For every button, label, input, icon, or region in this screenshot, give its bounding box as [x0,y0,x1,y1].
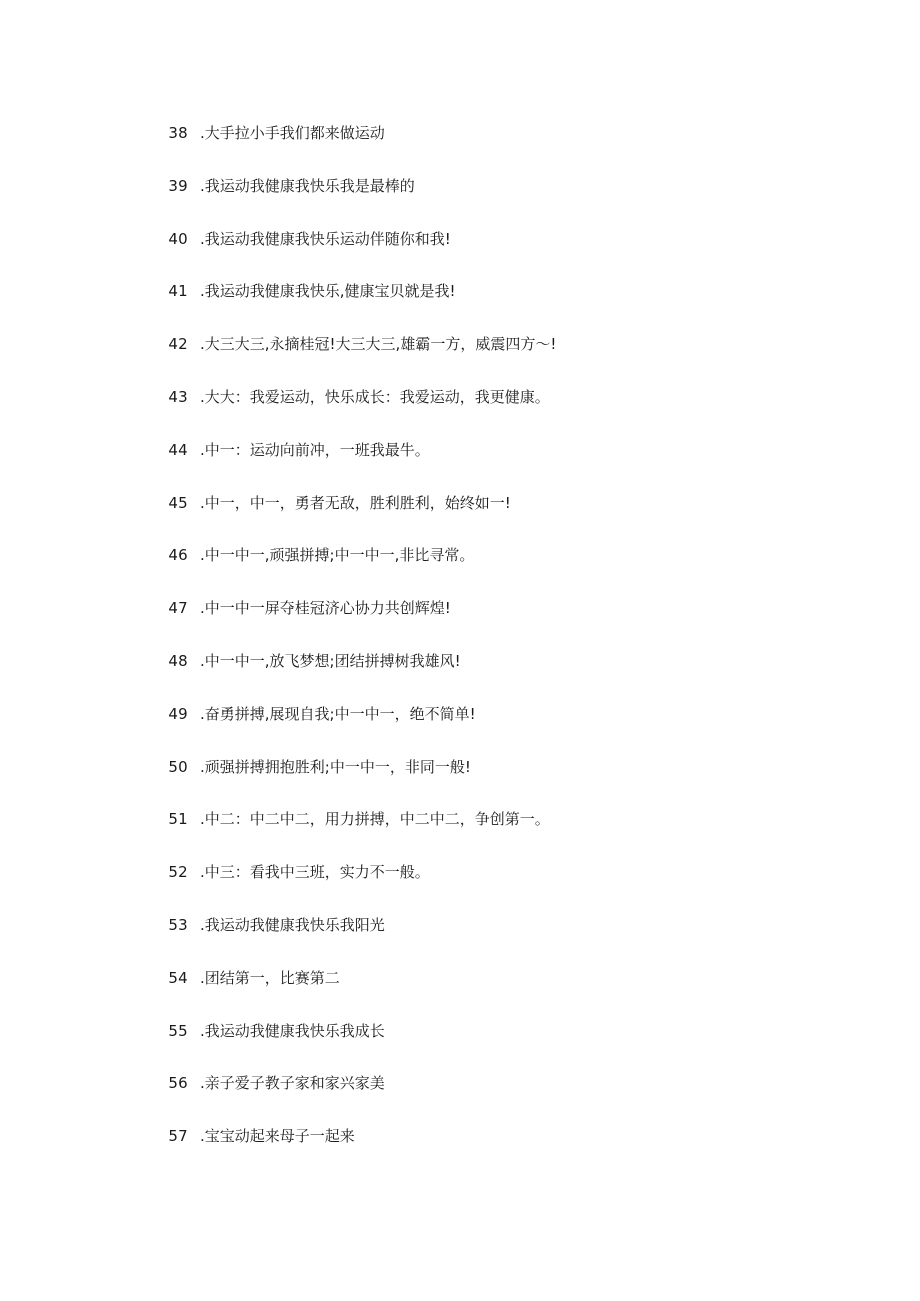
item-text: .宝宝动起来母子一起来 [200,1127,355,1145]
list-item [0,1019,920,1043]
item-text: .团结第一，比赛第二 [200,969,340,987]
list-item [0,966,920,990]
item-number: 51 [168,810,188,828]
item-number: 56 [168,1074,188,1092]
item-number: 44 [168,441,188,459]
list-item [0,174,920,198]
list-item [0,332,920,356]
item-text: .中一，中一，勇者无敌，胜利胜利，始终如一! [200,494,511,512]
item-text: .我运动我健康我快乐,健康宝贝就是我! [200,282,456,300]
item-text: .奋勇拼搏,展现自我;中一中一，绝不简单! [200,705,476,723]
item-number: 41 [168,282,188,300]
item-number: 57 [168,1127,188,1145]
list-item [0,649,920,673]
item-text: .大手拉小手我们都来做运动 [200,124,385,142]
item-number: 39 [168,177,188,195]
list-item [0,596,920,620]
list-item [0,702,920,726]
item-number: 49 [168,705,188,723]
item-text: .我运动我健康我快乐我成长 [200,1022,385,1040]
item-number: 53 [168,916,188,934]
item-text: .中三：看我中三班，实力不一般。 [200,863,430,881]
item-number: 52 [168,863,188,881]
item-text: .亲子爱子教子家和家兴家美 [200,1074,385,1092]
item-number: 55 [168,1022,188,1040]
list-item [0,121,920,145]
item-text: .大三大三,永摘桂冠!大三大三,雄霸一方，威震四方〜! [200,335,557,353]
list-item [0,279,920,303]
list-item [0,1124,920,1148]
list-item [0,491,920,515]
item-text: .中一中一,放飞梦想;团结拼搏树我雄风! [200,652,461,670]
item-text: .我运动我健康我快乐我阳光 [200,916,385,934]
item-text: .中一中一屏夺桂冠济心协力共创辉煌! [200,599,451,617]
item-number: 48 [168,652,188,670]
item-text: .我运动我健康我快乐运动伴随你和我! [200,230,451,248]
list-item [0,755,920,779]
item-number: 47 [168,599,188,617]
list-item [0,860,920,884]
item-text: .中二：中二中二，用力拼搏，中二中二，争创第一。 [200,810,550,828]
list-item [0,1071,920,1095]
list-item [0,543,920,567]
list-item [0,227,920,251]
item-text: .我运动我健康我快乐我是最棒的 [200,177,415,195]
item-number: 40 [168,230,188,248]
item-number: 50 [168,758,188,776]
list-item [0,913,920,937]
item-text: .大大：我爱运动，快乐成长：我爱运动，我更健康。 [200,388,550,406]
list-item [0,438,920,462]
item-text: .中一中一,顽强拼搏;中一中一,非比寻常。 [200,546,475,564]
item-text: .顽强拼搏拥抱胜利;中一中一，非同一般! [200,758,471,776]
item-number: 43 [168,388,188,406]
item-text: .中一：运动向前冲，一班我最牛。 [200,441,430,459]
item-number: 46 [168,546,188,564]
item-number: 54 [168,969,188,987]
item-number: 42 [168,335,188,353]
item-number: 38 [168,124,188,142]
list-item [0,807,920,831]
item-number: 45 [168,494,188,512]
list-item [0,385,920,409]
